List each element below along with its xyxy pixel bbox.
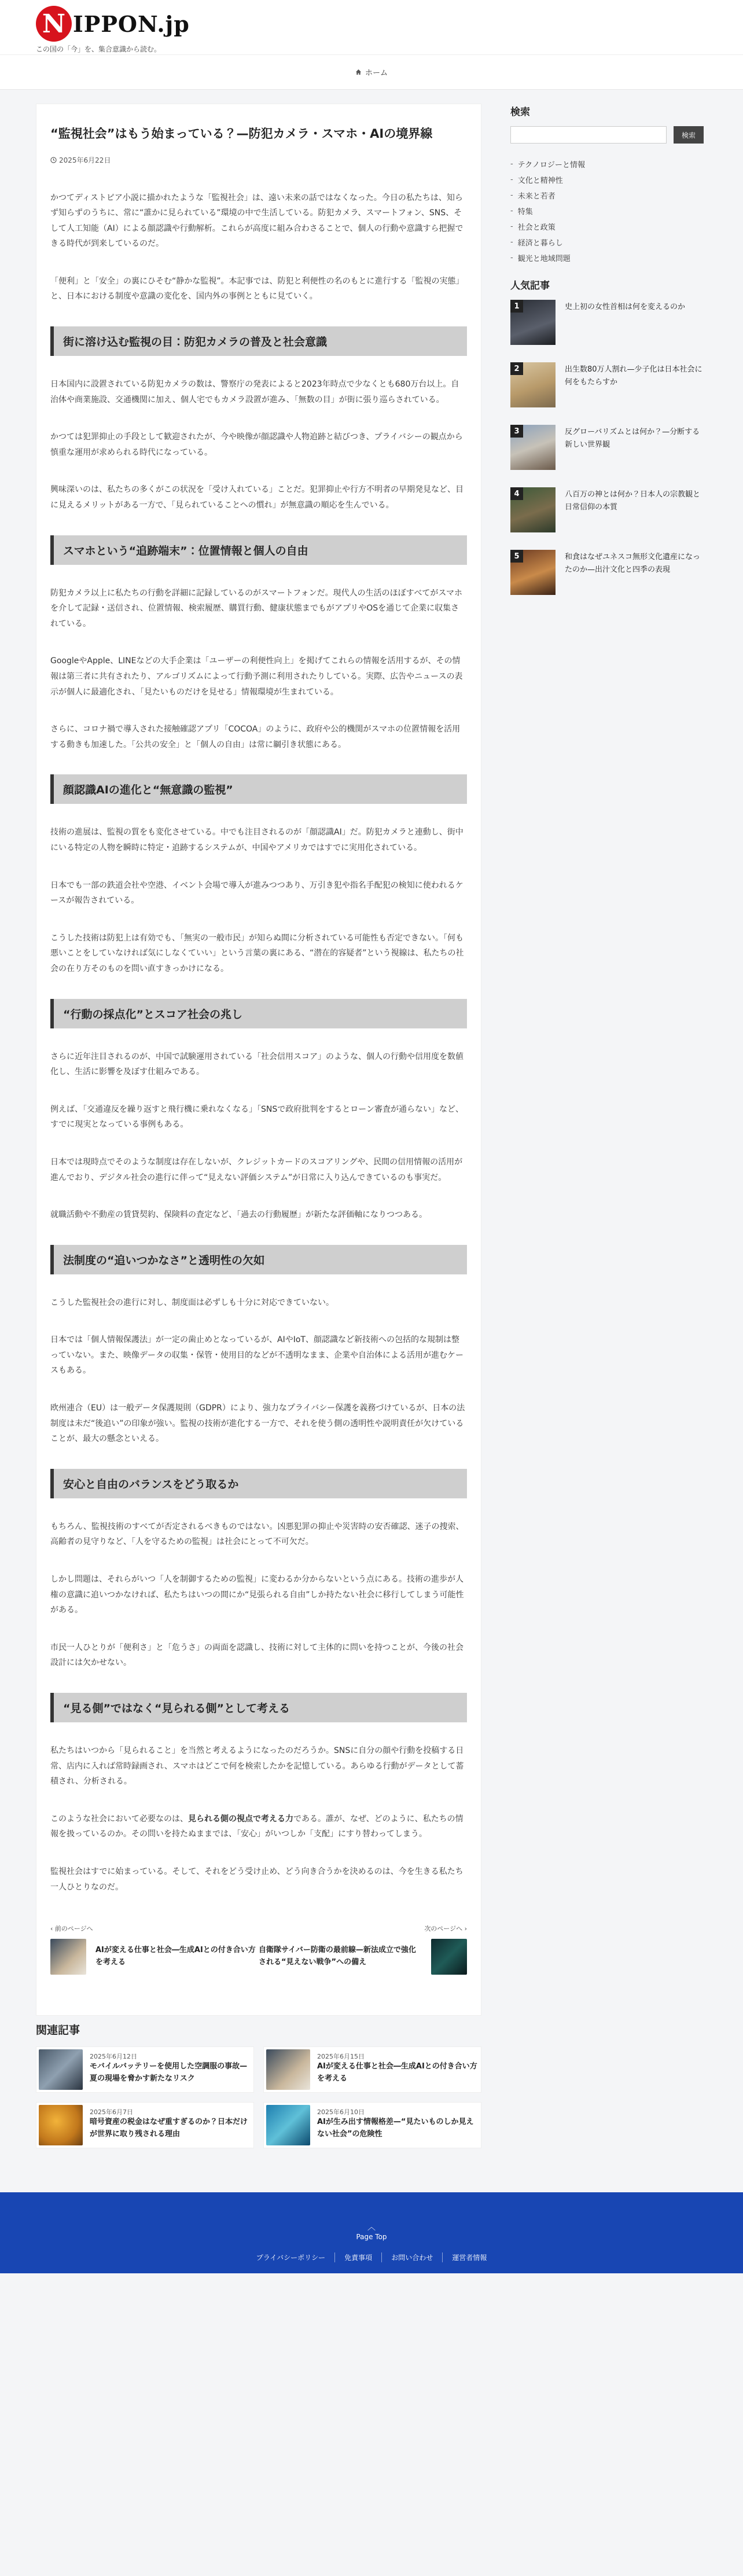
paragraph: 監視社会はすでに始まっている。そして、それをどう受け止め、どう向き合うかを決めるのは、今を生きる私たち一人ひとりなのだ。 bbox=[50, 1866, 464, 1892]
popular-list bbox=[510, 300, 707, 595]
paragraph: かつては犯罪抑止の手段として歓迎されたが、今や映像が顔認識や人物追跡と結びつき、プライバシーの観点から慎重な運用が求められる時代になっている。 bbox=[50, 432, 463, 457]
popular-thumbnail bbox=[510, 487, 556, 532]
next-post[interactable] bbox=[259, 1924, 467, 1975]
popular-item[interactable] bbox=[510, 362, 707, 407]
popular-heading: 人気記事 bbox=[510, 280, 550, 292]
article-body bbox=[50, 190, 467, 1895]
article-title: “監視社会”はもう始まっている？—防犯カメラ・スマホ・AIの境界線 bbox=[50, 127, 433, 141]
popular-rank: 4 bbox=[510, 487, 523, 500]
sidebar bbox=[510, 104, 707, 2016]
popular-title: 八百万の神とは何か？日本人の宗教観と日常信仰の本質 bbox=[565, 490, 701, 512]
section-heading: “行動の採点化”とスコア社会の兆し bbox=[50, 999, 467, 1028]
related-date: 2025年6月15日 bbox=[317, 2053, 365, 2061]
paragraph: 日本でも一部の鉄道会社や空港、イベント会場で導入が進みつつあり、万引き犯や指名手配犯の検知に使われるケースが報告されている。 bbox=[50, 880, 464, 906]
popular-rank: 2 bbox=[510, 362, 523, 375]
popular-rank: 1 bbox=[510, 300, 523, 313]
footer-link-operator[interactable]: 運営者情報 bbox=[442, 2252, 496, 2262]
next-post-card[interactable] bbox=[259, 1939, 467, 1975]
paragraph: 技術の進展は、監視の質をも変化させている。中でも注目されるのが「顔認識AI」だ。防犯カメラと連動し、街中にいる特定の人物を瞬時に特定・追跡するシステムが、中国やアメリカではすでに実用化されている。 bbox=[50, 828, 464, 852]
nav-home-link[interactable] bbox=[355, 67, 388, 78]
prev-post-card[interactable] bbox=[50, 1939, 259, 1975]
next-post-thumbnail bbox=[431, 1939, 467, 1975]
paragraph: GoogleやApple、LINEなどの大手企業は「ユーザーの利便性向上」を掲げてこれらの情報を活用するが、その情報は第三者に共有されたり、アルゴリズムによって行動予測に利用されたりしている。実際、広告やニュースの表示が個人に最適化され、「見たいものだけを見せる」情報環境が生まれている。 bbox=[50, 656, 463, 697]
section-heading: 街に溶け込む監視の目：防犯カメラの普及と社会意識 bbox=[50, 326, 467, 356]
content-layout bbox=[36, 106, 707, 2016]
site-tagline: この国の「今」を、集合意識から読む。 bbox=[36, 45, 161, 53]
popular-item[interactable] bbox=[510, 487, 707, 532]
clock-icon bbox=[50, 157, 57, 163]
popular-thumbnail bbox=[510, 362, 556, 407]
footer-link-contact[interactable]: お問い合わせ bbox=[381, 2252, 442, 2262]
category-item[interactable]: - 特集 bbox=[510, 203, 707, 219]
related-date: 2025年6月7日 bbox=[90, 2108, 133, 2116]
related-card[interactable] bbox=[263, 2046, 481, 2093]
paragraph: さらに近年注目されるのが、中国で試験運用されている「社会信用スコア」のような、個人の行動や信用度を数値化し、生活に影響を及ぼす仕組みである。 bbox=[50, 1052, 464, 1077]
paragraph: 日本では現時点でそのような制度は存在しないが、クレジットカードのスコアリングや、民間の信用情報の活用が進んでおり、デジタル社会の進行に伴って“見えない評価システム”が日常に入り込んできているのも事実だ。 bbox=[50, 1157, 463, 1182]
page-wrap bbox=[36, 90, 707, 2171]
prev-post-label: ‹ 前のページへ bbox=[50, 1925, 93, 1933]
related-title: 暗号資産の税金はなぜ重すぎるのか？日本だけが世界に取り残される理由 bbox=[90, 2118, 248, 2138]
section-heading: 安心と自由のバランスをどう取るか bbox=[50, 1469, 467, 1498]
paragraph: 「便利」と「安全」の裏にひそむ“静かな監視”。本記事では、防犯と利便性の名のもとに進行する「監視の実態」と、日本における制度や意識の変化を、国内外の事例とともに見ていく。 bbox=[50, 276, 464, 302]
popular-title: 出生数80万人割れ—少子化は日本社会に何をもたらすか bbox=[565, 365, 702, 387]
category-item[interactable]: - 経済と暮らし bbox=[510, 234, 707, 250]
related-title: モバイルバッテリーを使用した空調服の事故—夏の現場を脅かす新たなリスク bbox=[90, 2062, 248, 2083]
article bbox=[36, 104, 481, 2016]
popular-title: 和食はなぜユネスコ無形文化遺産になったのか—出汁文化と四季の表現 bbox=[565, 553, 701, 575]
popular-title: 反グローバリズムとは何か？—分断する新しい世界観 bbox=[565, 428, 700, 450]
prev-post-title: AIが変える仕事と社会―生成AIとの付き合い方を考える bbox=[95, 1946, 256, 1967]
paragraph: 日本国内に設置されている防犯カメラの数は、警察庁の発表によると2023年時点で少なくとも680万台以上。自治体や商業施設、交通機関に加え、個人宅でもカメラ設置が進み、「無数の目」が街に張り巡らされている。 bbox=[50, 380, 459, 405]
popular-thumbnail bbox=[510, 300, 556, 345]
paragraph: このような社会において必要なのは、見られる側の視点で考える力である。誰が、なぜ、どのように、私たちの情報を扱っているのか。その問いを持たぬままでは、「安心」がいつしか「支配」にすり替わってしまう。 bbox=[50, 1814, 464, 1839]
section-heading: “見る側”ではなく“見られる側”として考える bbox=[50, 1693, 467, 1722]
category-item[interactable]: - 未来と若者 bbox=[510, 188, 707, 203]
related-title: AIが生み出す情報格差—“見たいものしか見えない社会”の危険性 bbox=[317, 2118, 474, 2138]
site-footer bbox=[0, 2192, 743, 2273]
paragraph: さらに、コロナ禍で導入された接触確認アプリ「COCOA」のように、政府や公的機関がスマホの位置情報を活用する動きも加速した。「公共の安全」と「個人の自由」は常に綱引き状態にある。 bbox=[50, 725, 461, 749]
footer-link-privacy[interactable]: プライバシーポリシー bbox=[256, 2254, 326, 2262]
popular-item[interactable] bbox=[510, 300, 707, 345]
footer-link-disclaimer[interactable]: 免責事項 bbox=[334, 2252, 381, 2262]
popular-rank: 5 bbox=[510, 550, 523, 563]
emphasis-text: 見られる側の視点で考える力 bbox=[188, 1814, 293, 1824]
popular-rank: 3 bbox=[510, 425, 523, 438]
related-card[interactable] bbox=[36, 2102, 254, 2148]
related-posts bbox=[36, 2016, 707, 2171]
related-date: 2025年6月12日 bbox=[90, 2053, 137, 2061]
related-thumbnail bbox=[266, 2049, 310, 2090]
category-item[interactable]: - テクノロジーと情報 bbox=[510, 156, 707, 172]
related-thumbnail bbox=[266, 2105, 310, 2145]
logo-mark: N bbox=[36, 6, 72, 42]
search-button[interactable]: 検索 bbox=[674, 126, 704, 144]
site-logo[interactable] bbox=[36, 6, 190, 42]
related-date: 2025年6月10日 bbox=[317, 2108, 365, 2116]
paragraph: もちろん、監視技術のすべてが否定されるべきものではない。凶悪犯罪の抑止や災害時の安否確認、迷子の捜索、高齢者の見守りなど、「人を守るための監視」は社会にとって不可欠だ。 bbox=[50, 1522, 464, 1547]
next-post-label: 次のページへ › bbox=[424, 1925, 467, 1933]
home-icon bbox=[355, 69, 362, 75]
related-grid bbox=[36, 2046, 481, 2148]
prev-post[interactable] bbox=[50, 1924, 259, 1975]
related-title: AIが変える仕事と社会―生成AIとの付き合い方を考える bbox=[317, 2062, 477, 2083]
post-date-text: 2025年6月22日 bbox=[59, 156, 111, 164]
paragraph: 例えば、「交通違反を繰り返すと飛行機に乗れなくなる」「SNSで政府批判をするとローン審査が通らない」など、すでに現実となっている事例もある。 bbox=[50, 1104, 464, 1130]
nav-home-label: ホーム bbox=[365, 69, 388, 78]
section-heading: スマホという“追跡端末”：位置情報と個人の自由 bbox=[50, 535, 467, 565]
next-post-title: 自衛隊サイバー防衛の最前線—新法成立で強化される“見えない戦争”への備え bbox=[259, 1946, 416, 1967]
popular-item[interactable] bbox=[510, 425, 707, 470]
search-form bbox=[510, 126, 707, 144]
category-item[interactable]: - 観光と地域問題 bbox=[510, 250, 707, 266]
post-navigation bbox=[50, 1924, 467, 1975]
related-card[interactable] bbox=[36, 2046, 254, 2093]
related-thumbnail bbox=[39, 2105, 83, 2145]
popular-thumbnail bbox=[510, 550, 556, 595]
chevron-up-icon: ︿ bbox=[367, 2223, 376, 2233]
post-date bbox=[50, 155, 467, 165]
popular-title: 史上初の女性首相は何を変えるのか bbox=[565, 303, 686, 311]
popular-item[interactable] bbox=[510, 550, 707, 595]
category-item[interactable]: - 社会と政策 bbox=[510, 219, 707, 234]
paragraph: こうした技術は防犯上は有効でも、「無実の一般市民」が知らぬ間に分析されている可能性も否定できない。「何も悪いことをしていなければ気にしなくていい」という言葉の裏にある、“潜在的容疑者”という視線は、私たちの社会の在り方そのものを問い直すきっかけになる。 bbox=[50, 933, 464, 973]
paragraph: しかし問題は、それらがいつ「人を制御するための監視」に変わるか分からないという点にある。技術の進歩が人権の意識に追いつかなければ、私たちはいつの間にか“見張られる自由”しか持たない社会に移行してしまう可能性がある。 bbox=[50, 1575, 464, 1615]
paragraph: 防犯カメラ以上に私たちの行動を詳細に記録しているのがスマートフォンだ。現代人の生活のほぼすべてがスマホを介して記録・送信され、位置情報、検索履歴、購買行動、健康状態までもがアプリやOSを通じて企業に収集されている。 bbox=[50, 588, 463, 629]
search-heading: 検索 bbox=[510, 106, 530, 118]
footer-links bbox=[0, 2252, 743, 2262]
related-thumbnail bbox=[39, 2049, 83, 2090]
related-card[interactable] bbox=[263, 2102, 481, 2148]
paragraph: 市民一人ひとりが「便利さ」と「危うさ」の両面を認識し、技術に対して主体的に問いを持つことが、今後の社会設計には欠かせない。 bbox=[50, 1642, 464, 1668]
category-item[interactable]: - 文化と精神性 bbox=[510, 172, 707, 188]
paragraph: こうした監視社会の進行に対し、制度面は必ずしも十分に対応できていない。 bbox=[50, 1298, 334, 1307]
page-top-button[interactable] bbox=[0, 2192, 743, 2241]
search-input[interactable] bbox=[510, 126, 667, 144]
related-heading: 関連記事 bbox=[36, 2024, 80, 2037]
paragraph: 日本では「個人情報保護法」が一定の歯止めとなっているが、AIやIoT、顔認識など新技術への包括的な規制は整っていない。また、映像データの収集・保管・使用目的などが不透明なまま、企業や自治体による活用が進むケースもある。 bbox=[50, 1335, 464, 1376]
prev-post-thumbnail bbox=[50, 1939, 86, 1975]
paragraph: 欧州連合（EU）は一般データ保護規則（GDPR）により、強力なプライバシー保護を義務づけているが、日本の法制度は未だ“後追い”の印象が強い。監視の技術が進化する一方で、それを使う側の透明性や説明責任が欠けていることが、最大の懸念といえる。 bbox=[50, 1403, 465, 1444]
global-nav bbox=[0, 55, 743, 90]
logo-text: IPPON.jp bbox=[73, 10, 190, 37]
popular-thumbnail bbox=[510, 425, 556, 470]
paragraph: 私たちはいつから「見られること」を当然と考えるようになったのだろうか。SNSに自分の顔や行動を投稿する日常、店内に入れば常時録画され、スマホはどこで何を検索したかを記憶している。あらゆる行動がデータとして蓄積され、分析される。 bbox=[50, 1746, 464, 1787]
paragraph: かつてディストピア小説に描かれたような「監視社会」は、遠い未来の話ではなくなった。今日の私たちは、知らず知らずのうちに、常に“誰かに見られている”環境の中で生活している。防犯カメラ、スマートフォン、SNS、そして人工知能（AI）による顔認識や行動解析。これらが高度に組み合わさることで、個人の行動や意識すら把握できる時代が到来しているのだ。 bbox=[50, 193, 464, 249]
page-top-label: Page Top bbox=[356, 2233, 387, 2241]
site-header bbox=[0, 0, 743, 55]
paragraph: 興味深いのは、私たちの多くがこの状況を「受け入れている」ことだ。犯罪抑止や行方不明者の早期発見など、目に見えるメリットがある一方で、「見られていることへの慣れ」が無意識の順応を生んでいる。 bbox=[50, 485, 464, 510]
category-list bbox=[510, 156, 707, 266]
section-heading: 法制度の“追いつかなさ”と透明性の欠如 bbox=[50, 1245, 467, 1274]
paragraph: 就職活動や不動産の賃貸契約、保険料の査定など、「過去の行動履歴」が新たな評価軸になりつつある。 bbox=[50, 1210, 427, 1220]
section-heading: 顔認識AIの進化と“無意識の監視” bbox=[50, 774, 467, 804]
